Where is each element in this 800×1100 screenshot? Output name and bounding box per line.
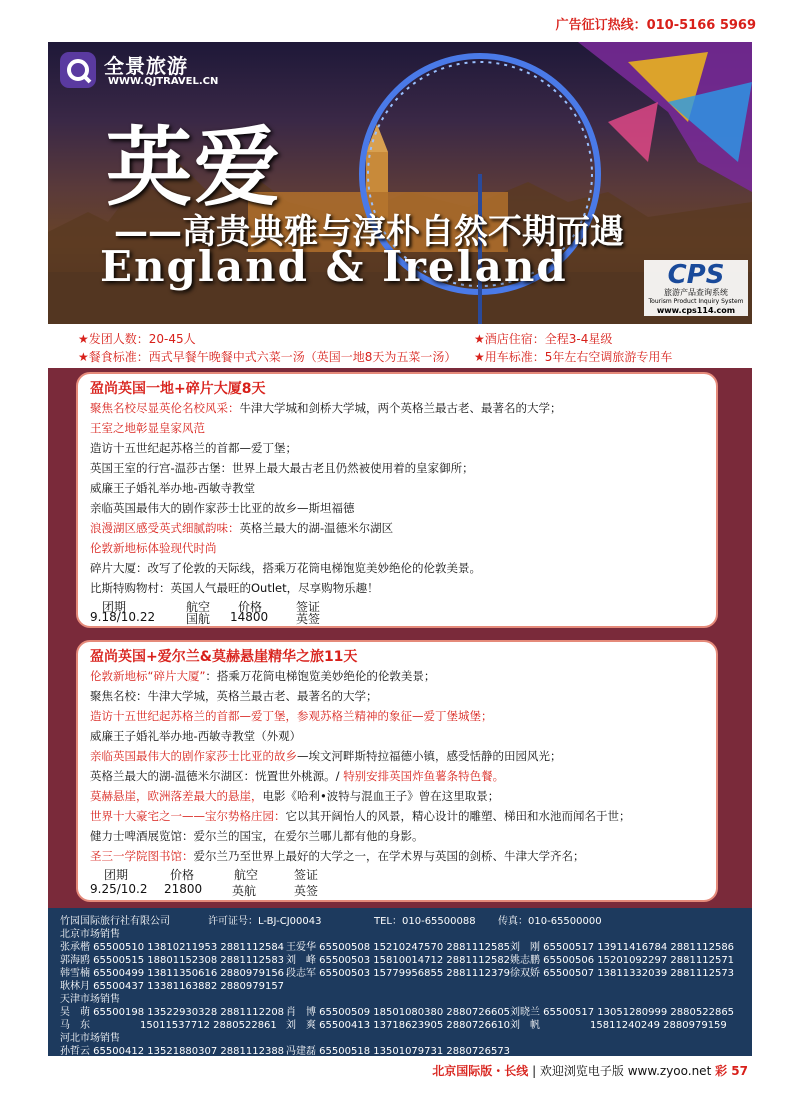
contact-entry: 王爱华 65500508 15210247570 2881112585 xyxy=(286,942,511,953)
cps-url: www.cps114.com xyxy=(656,306,736,315)
itinerary-line: 英格兰最大的湖-温德米尔湖区：恍置世外桃源。/ 特别安排英国炸鱼薯条特色餐。 xyxy=(90,769,505,783)
itinerary-line: 健力士啤酒展览馆：爱尔兰的国宝，在爱尔兰哪儿都有他的身影。 xyxy=(90,829,424,843)
fact-text: 发团人数：20-45人 xyxy=(88,332,196,346)
cps-logo: CPS xyxy=(667,260,725,290)
license-number: 许可证号：L-BJ-CJ00043 xyxy=(208,916,322,927)
header-cell: 价格 xyxy=(238,600,263,614)
section-tianjin: 天津市场销售 xyxy=(60,994,120,1005)
itinerary-line: 伦敦新地标“碎片大厦”：搭乘万花筒电梯饱览美妙绝伦的伦敦美景； xyxy=(90,669,436,683)
star-icon: ★ xyxy=(474,350,485,364)
star-icon: ★ xyxy=(78,350,89,364)
fact-group-size xyxy=(78,330,196,347)
itinerary-line: 聚焦名校尽显英伦名校风采：牛津大学城和剑桥大学城，两个英格兰最古老、最著名的大学； xyxy=(90,401,562,415)
fact-text: 用车标准：5年左右空调旅游专用车 xyxy=(484,350,673,364)
company-name: 竹园国际旅行社有限公司 xyxy=(60,916,170,927)
fact-text: 酒店住宿：全程3-4星级 xyxy=(484,332,613,346)
banner xyxy=(48,42,752,324)
tour-title: 盈尚英国一地+碎片大厦8天 xyxy=(90,381,266,397)
cell-price: 14800 xyxy=(230,610,269,624)
cell-airline: 国航 xyxy=(186,612,211,626)
itinerary-line: 王室之地彰显皇家风范 xyxy=(90,421,205,435)
fact-car xyxy=(474,348,672,365)
ad-hotline: 广告征订热线：010-5166 5969 xyxy=(555,18,756,33)
cell-dates: 9.25/10.2 xyxy=(90,882,148,896)
page-number: 彩 57 xyxy=(715,1064,748,1078)
logo-name: 全景旅游 xyxy=(104,54,188,78)
tour-card-uk-ireland-11day xyxy=(76,640,718,902)
banner-english-title: England & Ireland xyxy=(100,242,568,291)
contact-entry: 刘 峰 65500503 15810014712 2881112582 xyxy=(286,955,511,966)
section-hebei: 河北市场销售 xyxy=(60,1033,120,1044)
itinerary-line: 世界十大豪宅之一——宝尔势格庄园：它以其开阔怡人的风景，精心设计的雕塑、梯田和水池而闻名于世； xyxy=(90,809,631,823)
header-cell: 航空 xyxy=(186,600,211,614)
fact-meals xyxy=(78,348,456,365)
website-link[interactable]: | 欢迎浏览电子版 www.zyoo.net xyxy=(532,1064,712,1078)
tour-card-england-8day xyxy=(76,372,718,628)
header-cell: 团期 xyxy=(104,868,129,882)
cps-en-label: Tourism Product Inquiry System xyxy=(648,298,744,305)
contact-entry: 郭海鸥 65500515 18801152308 2881112583 xyxy=(60,955,285,966)
banner-subtitle: ——高贵典雅与淳朴自然不期而遇 xyxy=(114,212,624,252)
itinerary-line: 威廉王子婚礼举办地-西敏寺教堂 xyxy=(90,481,256,495)
company-tel: TEL：010-65500088 xyxy=(374,916,476,927)
contact-entry: 段志军 65500503 15779956855 2881112379 xyxy=(286,968,511,979)
contact-entry: 孙哲云 65500412 13521880307 2881112388 xyxy=(60,1046,285,1057)
contact-entry: 刘 刚 65500517 13911416784 2881112586 xyxy=(510,942,735,953)
contact-entry: 吴 萌 65500198 13522930328 2881112208 xyxy=(60,1007,285,1018)
cell-price: 21800 xyxy=(164,882,203,896)
itinerary-line: 英国王室的行宫-温莎古堡：世界上最大最古老且仍然被使用着的皇家御所； xyxy=(90,461,474,475)
cell-airline: 英航 xyxy=(232,884,257,898)
itinerary-line: 莫赫悬崖，欧洲落差最大的悬崖，电影《哈利•波特与混血王子》曾在这里取景； xyxy=(90,789,500,803)
page-footer xyxy=(432,1062,748,1079)
page-title: 英爱 xyxy=(106,117,282,218)
itinerary-line: 威廉王子婚礼举办地-西敏寺教堂（外观） xyxy=(90,729,302,743)
contact-entry: 冯建磊 65500518 13501079731 2880726573 xyxy=(286,1046,511,1057)
itinerary-line: 浪漫湖区感受英式细腻韵味：英格兰最大的湖-温德米尔湖区 xyxy=(90,521,394,535)
cell-dates: 9.18/10.22 xyxy=(90,610,156,624)
cell-visa: 英签 xyxy=(296,612,321,626)
contact-entry: 刘晓兰 65500517 13051280999 2880522865 xyxy=(510,1007,735,1018)
itinerary-line: 亲临英国最伟大的剧作家莎士比亚的故乡—斯坦福德 xyxy=(90,501,355,515)
logo-url: WWW.QJTRAVEL.CN xyxy=(108,76,219,87)
contact-entry: 刘 帆 15811240249 2880979159 xyxy=(510,1020,727,1031)
section-beijing: 北京市场销售 xyxy=(60,929,120,940)
tour-facts xyxy=(48,324,752,368)
itinerary-line: 亲临英国最伟大的剧作家莎士比亚的故乡—埃文河畔斯特拉福德小镇，感受恬静的田园风光； xyxy=(90,749,562,763)
contact-entry: 韩雪楠 65500499 13811350616 2880979156 xyxy=(60,968,285,979)
itinerary-line: 聚焦名校：牛津大学城，英格兰最古老、最著名的大学； xyxy=(90,689,378,703)
contact-entry: 张承楷 65500510 13810211953 2881112584 xyxy=(60,942,285,953)
header-cell: 航空 xyxy=(234,868,259,882)
star-icon: ★ xyxy=(474,332,485,346)
header-cell: 价格 xyxy=(170,868,195,882)
contact-entry: 刘 爽 65500413 13718623905 2880726610 xyxy=(286,1020,511,1031)
contact-entry: 耿林月 65500437 13381163882 2880979157 xyxy=(60,981,285,992)
star-icon: ★ xyxy=(78,332,89,346)
cps-cn-label: 旅游产品查询系统 xyxy=(664,288,728,297)
header-cell: 签证 xyxy=(296,600,321,614)
itinerary-line: 伦敦新地标体验现代时尚 xyxy=(90,541,217,555)
header-cell: 团期 xyxy=(102,600,127,614)
header-cell: 签证 xyxy=(294,868,319,882)
itinerary-line: 圣三一学院图书馆：爱尔兰乃至世界上最好的大学之一，在学术界与英国的剑桥、牛津大学齐名； xyxy=(90,849,585,863)
company-fax: 传真：010-65500000 xyxy=(498,916,602,927)
itinerary-line: 造访十五世纪起苏格兰的首都—爱丁堡； xyxy=(90,441,297,455)
cell-visa: 英签 xyxy=(294,884,319,898)
contact-entry: 徐双娇 65500507 13811332039 2881112573 xyxy=(510,968,735,979)
itinerary-line: 造访十五世纪起苏格兰的首都—爱丁堡，参观苏格兰精神的象征—爱丁堡城堡； xyxy=(90,709,493,723)
contact-entry: 马 东 15011537712 2880522861 xyxy=(60,1020,277,1031)
quanjing-logo-icon xyxy=(58,50,98,90)
fact-hotel xyxy=(474,330,612,347)
edition-label: 北京国际版・长线 xyxy=(432,1064,529,1078)
tour-title: 盈尚英国+爱尔兰&莫赫悬崖精华之旅11天 xyxy=(90,649,358,665)
cps-badge xyxy=(644,260,748,316)
agency-footer xyxy=(48,908,752,1056)
content-area xyxy=(48,324,752,908)
contact-entry: 姚志鹏 65500506 15201092297 2881112571 xyxy=(510,955,735,966)
fact-text: 餐食标准：西式早餐午晚餐中式六菜一汤（英国一地8天为五菜一汤） xyxy=(88,350,457,364)
itinerary-line: 碎片大厦：改写了伦敦的天际线，搭乘万花筒电梯饱览美妙绝伦的伦敦美景。 xyxy=(90,561,481,575)
contact-entry: 肖 博 65500509 18501080380 2880726605 xyxy=(286,1007,511,1018)
itinerary-line: 比斯特购物村：英国人气最旺的Outlet，尽享购物乐趣！ xyxy=(90,581,379,595)
